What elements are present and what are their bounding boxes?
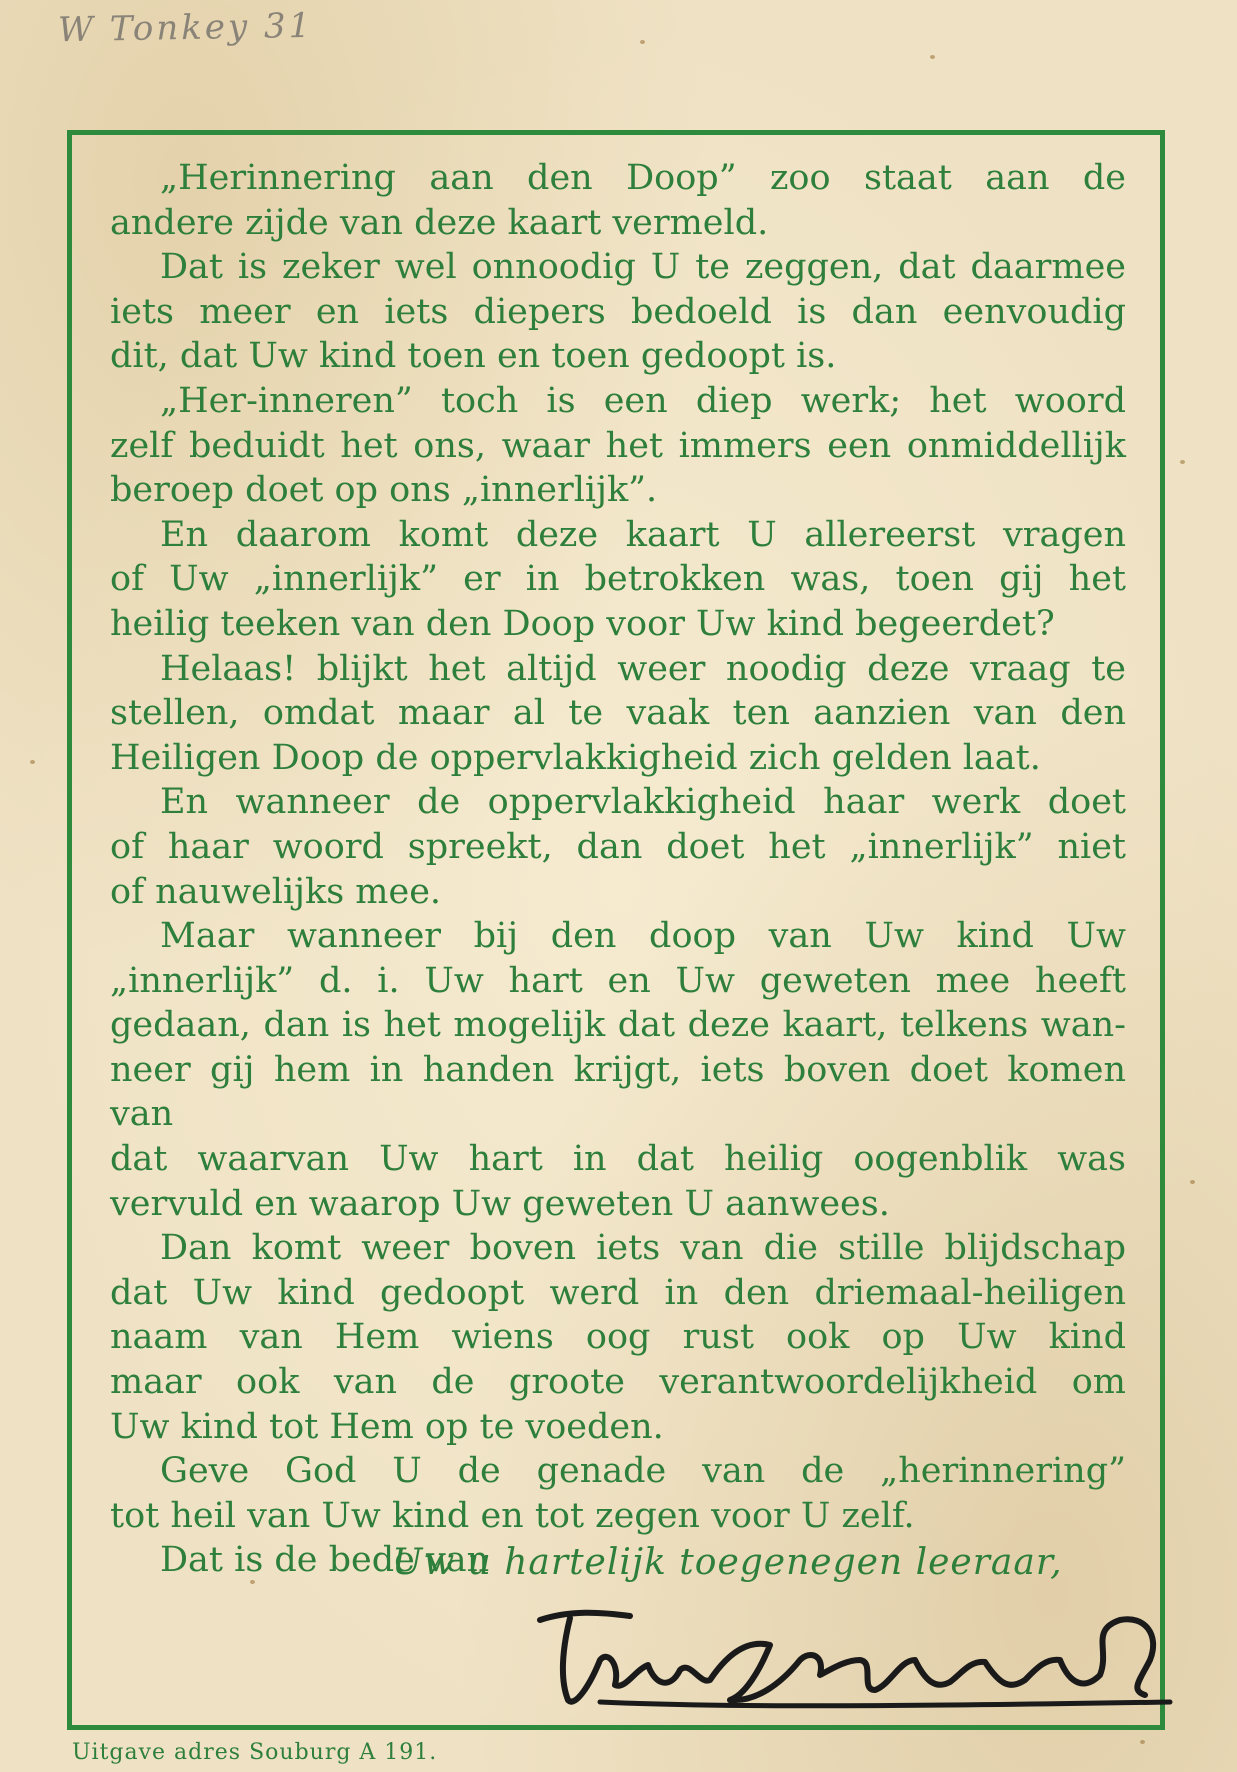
text-line: naam van Hem wiens oog rust ook op Uw kind <box>110 1317 1126 1358</box>
text-line: gedaan, dan is het mogelijk dat deze kaart, telkens wan- <box>110 1005 1126 1046</box>
paper-speck <box>1180 460 1185 464</box>
text-line: „Her-inneren” toch is een diep werk; het woord <box>160 380 1126 421</box>
text-line: Dat is de bede van <box>160 1540 490 1581</box>
handwritten-note: W Tonkey 31 <box>57 5 314 51</box>
valediction: Uw u hartelijk toegenegen leeraar, <box>392 1542 1063 1583</box>
text-line: tot heil van Uw kind en tot zegen voor U zelf. <box>110 1495 915 1536</box>
text-line: of Uw „innerlijk” er in betrokken was, toen gij het <box>110 559 1126 600</box>
text-line: heilig teeken van den Doop voor Uw kind begeerdet? <box>110 603 1055 644</box>
paper-speck <box>30 760 35 764</box>
text-line: dat Uw kind gedoopt werd in den driemaal-heiligen <box>110 1272 1126 1313</box>
text-line: „innerlijk” d. i. Uw hart en Uw geweten mee heeft <box>110 960 1126 1001</box>
paragraph <box>110 513 1126 647</box>
text-line: andere zijde van deze kaart vermeld. <box>110 202 769 243</box>
paragraph <box>110 1449 1126 1538</box>
handwritten-signature <box>530 1590 1190 1720</box>
text-line: En daarom komt deze kaart U allereerst vragen <box>160 514 1126 555</box>
text-line: Helaas! blijkt het altijd weer noodig deze vraag te <box>160 648 1126 689</box>
text-line: „Herinnering aan den Doop” zoo staat aan de <box>160 158 1126 198</box>
text-line: of haar woord spreekt, dan doet het „innerlijk” niet <box>110 826 1126 867</box>
paper-speck <box>640 40 645 44</box>
paragraph <box>110 1226 1126 1449</box>
text-line: stellen, omdat maar al te vaak ten aanzien van den <box>110 693 1126 734</box>
paragraph <box>110 780 1126 914</box>
text-line: Dan komt weer boven iets van die stille blijdschap <box>160 1228 1126 1269</box>
text-line: of nauwelijks mee. <box>110 871 442 912</box>
text-line: Maar wanneer bij den doop van Uw kind Uw <box>160 916 1126 957</box>
text-line: dit, dat Uw kind toen en toen gedoopt is. <box>110 336 837 377</box>
text-line: Geve God U de genade van de „herinnering” <box>160 1451 1126 1492</box>
text-line: maar ook van de groote verantwoordelijkheid om <box>110 1362 1126 1403</box>
paragraph <box>110 379 1126 513</box>
paper-speck <box>1140 1740 1145 1744</box>
text-line: vervuld en waarop Uw geweten U aanwees. <box>110 1183 890 1224</box>
paragraph <box>110 156 1126 245</box>
publisher-imprint: Uitgave adres Souburg A 191. <box>72 1740 438 1765</box>
paper-speck <box>1190 1180 1195 1184</box>
text-line: zelf beduidt het ons, waar het immers een onmiddellijk <box>110 425 1126 466</box>
paragraph <box>110 647 1126 781</box>
text-line: Dat is zeker wel onnoodig U te zeggen, dat daarmee <box>160 247 1126 288</box>
text-line: dat waarvan Uw hart in dat heilig oogenblik was <box>110 1139 1126 1180</box>
text-line: Heiligen Doop de oppervlakkigheid zich gelden laat. <box>110 737 1041 778</box>
text-line: En wanneer de oppervlakkigheid haar werk doet <box>160 782 1126 823</box>
paragraph <box>110 914 1126 1226</box>
text-line: Uw kind tot Hem op te voeden. <box>110 1406 664 1447</box>
letter-body <box>110 156 1126 1583</box>
text-line: neer gij hem in handen krijgt, iets boven doet komen van <box>110 1049 1126 1135</box>
paragraph <box>110 245 1126 379</box>
paper-speck <box>930 55 935 59</box>
text-line: iets meer en iets diepers bedoeld is dan eenvoudig <box>110 291 1126 332</box>
text-line: beroep doet op ons „innerlijk”. <box>110 470 658 511</box>
